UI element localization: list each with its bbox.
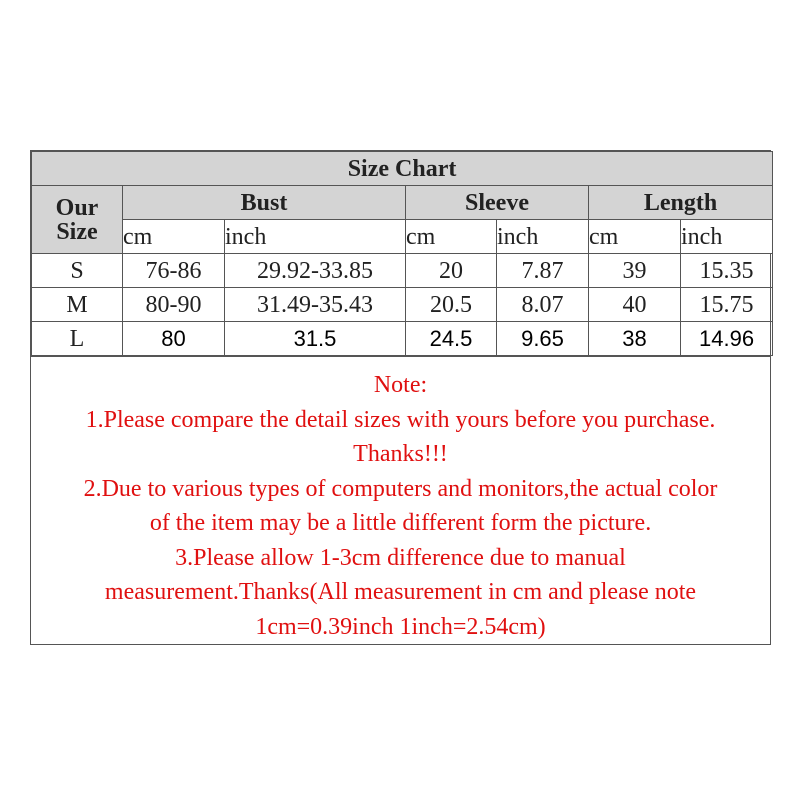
note-line: 1cm=0.39inch 1inch=2.54cm) bbox=[255, 613, 546, 640]
size-header-line1: Our bbox=[55, 194, 99, 221]
bust-cm-value: 80 bbox=[123, 322, 225, 356]
note-line: Thanks!!! bbox=[353, 441, 448, 467]
sleeve-inch-value: 9.65 bbox=[497, 322, 589, 356]
sleeve-header: Sleeve bbox=[406, 186, 589, 220]
note-line: 1.Please compare the detail sizes with yours before you purchase. bbox=[85, 406, 716, 433]
length-inch-unit: inch bbox=[681, 220, 773, 254]
title-row bbox=[32, 152, 773, 186]
bust-header: Bust bbox=[123, 186, 406, 220]
note-line: 2.Due to various types of computers and monitors,the actual color bbox=[83, 475, 718, 502]
length-cm-unit: cm bbox=[589, 220, 681, 254]
sleeve-cm-value: 20.5 bbox=[406, 288, 497, 322]
group-header-row bbox=[32, 186, 773, 220]
sleeve-inch-unit: inch bbox=[497, 220, 589, 254]
bust-inch-unit: inch bbox=[225, 220, 406, 254]
size-chart bbox=[30, 150, 771, 645]
size-column-header bbox=[32, 186, 123, 254]
size-label: L bbox=[32, 322, 123, 356]
length-inch-value: 15.35 bbox=[681, 254, 773, 288]
size-header-line2: Size bbox=[56, 218, 98, 245]
table-row bbox=[32, 288, 773, 322]
size-label: S bbox=[32, 254, 123, 288]
bust-inch-value: 29.92-33.85 bbox=[225, 254, 406, 288]
bust-cm-value: 76-86 bbox=[123, 254, 225, 288]
size-table bbox=[31, 151, 773, 356]
bust-inch-value: 31.5 bbox=[225, 322, 406, 356]
length-cm-value: 40 bbox=[589, 288, 681, 322]
sleeve-inch-value: 7.87 bbox=[497, 254, 589, 288]
length-inch-value: 14.96 bbox=[681, 322, 773, 356]
sleeve-inch-value: 8.07 bbox=[497, 288, 589, 322]
bust-cm-unit: cm bbox=[123, 220, 225, 254]
chart-title: Size Chart bbox=[32, 152, 773, 186]
length-header: Length bbox=[589, 186, 773, 220]
note-heading: Note: bbox=[373, 372, 428, 398]
notes-section bbox=[31, 356, 770, 644]
length-cm-value: 39 bbox=[589, 254, 681, 288]
table-row bbox=[32, 254, 773, 288]
table-row bbox=[32, 322, 773, 356]
sleeve-cm-value: 24.5 bbox=[406, 322, 497, 356]
note-line: of the item may be a little different form the picture. bbox=[149, 510, 652, 536]
size-label: M bbox=[32, 288, 123, 322]
sleeve-cm-value: 20 bbox=[406, 254, 497, 288]
bust-cm-value: 80-90 bbox=[123, 288, 225, 322]
bust-inch-value: 31.49-35.43 bbox=[225, 288, 406, 322]
note-line: 3.Please allow 1-3cm difference due to manual bbox=[175, 544, 626, 571]
length-inch-value: 15.75 bbox=[681, 288, 773, 322]
note-line: measurement.Thanks(All measurement in cm and please note bbox=[104, 579, 697, 605]
length-cm-value: 38 bbox=[589, 322, 681, 356]
unit-header-row bbox=[32, 220, 773, 254]
sleeve-cm-unit: cm bbox=[406, 220, 497, 254]
